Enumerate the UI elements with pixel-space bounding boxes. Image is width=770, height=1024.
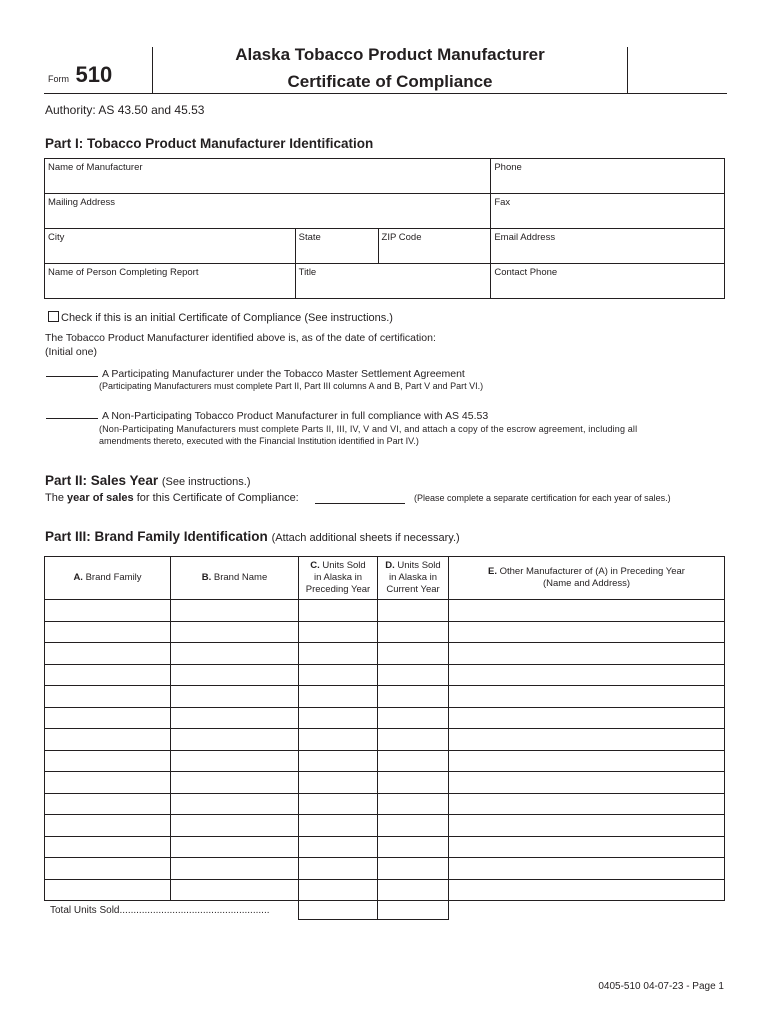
fax-field[interactable]: Fax [491, 194, 725, 229]
col-units-preceding: C. Units Sold in Alaska in Preceding Year [299, 557, 378, 600]
table-row [45, 600, 725, 622]
participating-initial-line[interactable] [46, 366, 98, 377]
table-cell[interactable] [299, 879, 378, 901]
non-participating-option [46, 408, 488, 422]
table-cell[interactable] [171, 836, 299, 858]
table-cell[interactable] [171, 879, 299, 901]
table-row [45, 750, 725, 772]
table-row [45, 643, 725, 665]
header-divider-left [152, 47, 153, 93]
table-cell[interactable] [449, 729, 725, 751]
form-number-label [48, 62, 112, 88]
sales-year-input[interactable] [315, 503, 405, 504]
zip-field[interactable]: ZIP Code [378, 229, 491, 264]
part2-heading: Part II: Sales Year (See instructions.) [45, 473, 251, 488]
table-cell[interactable] [45, 858, 171, 880]
table-cell[interactable] [378, 600, 449, 622]
form-label: Form [48, 74, 69, 84]
table-cell[interactable] [299, 707, 378, 729]
table-row [45, 707, 725, 729]
table-cell[interactable] [299, 729, 378, 751]
table-cell[interactable] [299, 750, 378, 772]
non-participating-label: A Non-Participating Tobacco Product Manufacturer in full compliance with AS 45.53 [102, 410, 489, 422]
total-units-label: Total Units Sold...................................................... [50, 905, 270, 916]
table-cell[interactable] [299, 772, 378, 794]
table-row [45, 772, 725, 794]
email-field[interactable]: Email Address [491, 229, 725, 264]
table-cell[interactable] [378, 729, 449, 751]
col-brand-family: A. Brand Family [45, 557, 171, 600]
col-units-current: D. Units Sold in Alaska in Current Year [378, 557, 449, 600]
sales-year-line: The year of sales for this Certificate of Compliance: [45, 492, 299, 504]
table-cell[interactable] [299, 621, 378, 643]
table-cell[interactable] [45, 643, 171, 665]
table-cell[interactable] [378, 750, 449, 772]
table-cell[interactable] [299, 600, 378, 622]
table-cell[interactable] [378, 643, 449, 665]
table-cell[interactable] [449, 858, 725, 880]
mailing-address-field[interactable]: Mailing Address [45, 194, 491, 229]
non-participating-initial-line[interactable] [46, 408, 98, 419]
table-row [45, 621, 725, 643]
total-units-preceding-cell[interactable] [298, 899, 378, 920]
header-rule [44, 93, 727, 94]
table-cell[interactable] [45, 772, 171, 794]
certification-statement: The Tobacco Product Manufacturer identified above is, as of the date of certification: [45, 332, 436, 344]
non-participating-note-1: (Non-Participating Manufacturers must complete Parts II, III, IV, V and VI, and attach a copy of the escrow agreement, including all [99, 424, 638, 434]
table-cell[interactable] [378, 858, 449, 880]
table-row [45, 686, 725, 708]
table-cell[interactable] [45, 707, 171, 729]
table-cell[interactable] [171, 643, 299, 665]
city-field[interactable]: City [45, 229, 296, 264]
table-cell[interactable] [449, 836, 725, 858]
page-subtitle: Certificate of Compliance [287, 72, 493, 91]
table-cell[interactable] [378, 664, 449, 686]
participating-label: A Participating Manufacturer under the Tobacco Master Settlement Agreement [102, 368, 465, 380]
table-cell[interactable] [449, 815, 725, 837]
table-cell[interactable] [45, 621, 171, 643]
table-cell[interactable] [299, 815, 378, 837]
table-row [45, 858, 725, 880]
table-cell[interactable] [171, 707, 299, 729]
person-name-field[interactable]: Name of Person Completing Report [45, 264, 296, 299]
table-cell[interactable] [378, 879, 449, 901]
table-cell[interactable] [449, 621, 725, 643]
table-cell[interactable] [449, 750, 725, 772]
initial-certificate-row [48, 311, 393, 324]
part3-heading: Part III: Brand Family Identification (Attach additional sheets if necessary.) [45, 529, 460, 544]
table-row [45, 879, 725, 901]
table-cell[interactable] [449, 879, 725, 901]
table-cell[interactable] [45, 879, 171, 901]
page-footer: 0405-510 04-07-23 - Page 1 [598, 981, 724, 992]
participating-option [46, 366, 465, 380]
table-cell[interactable] [45, 686, 171, 708]
table-cell[interactable] [171, 750, 299, 772]
state-field[interactable]: State [295, 229, 378, 264]
table-cell[interactable] [378, 793, 449, 815]
table-cell[interactable] [299, 836, 378, 858]
page-title: Alaska Tobacco Product Manufacturer [235, 45, 545, 64]
table-cell[interactable] [45, 793, 171, 815]
table-cell[interactable] [171, 686, 299, 708]
table-cell[interactable] [171, 664, 299, 686]
table-cell[interactable] [171, 793, 299, 815]
header-divider-right [627, 47, 628, 93]
total-units-current-cell[interactable] [377, 899, 449, 920]
table-cell[interactable] [45, 836, 171, 858]
table-cell[interactable] [45, 815, 171, 837]
table-cell[interactable] [171, 600, 299, 622]
table-cell[interactable] [45, 600, 171, 622]
table-cell[interactable] [45, 664, 171, 686]
table-cell[interactable] [449, 600, 725, 622]
title-field[interactable]: Title [295, 264, 491, 299]
table-cell[interactable] [449, 707, 725, 729]
table-cell[interactable] [378, 686, 449, 708]
table-cell[interactable] [378, 621, 449, 643]
table-cell[interactable] [171, 729, 299, 751]
table-cell[interactable] [171, 621, 299, 643]
col-other-manufacturer: E. Other Manufacturer of (A) in Preceding Year (Name and Address) [449, 557, 725, 600]
col-brand-name: B. Brand Name [171, 557, 299, 600]
table-cell[interactable] [45, 729, 171, 751]
table-cell[interactable] [449, 664, 725, 686]
table-cell[interactable] [299, 664, 378, 686]
table-cell[interactable] [171, 772, 299, 794]
table-cell[interactable] [378, 815, 449, 837]
form-number: 510 [75, 62, 113, 87]
table-row [45, 793, 725, 815]
table-row [45, 815, 725, 837]
initial-certificate-checkbox[interactable] [48, 311, 59, 322]
table-cell[interactable] [299, 643, 378, 665]
table-cell[interactable] [449, 643, 725, 665]
initial-one-note: (Initial one) [45, 346, 97, 358]
table-cell[interactable] [299, 793, 378, 815]
table-cell[interactable] [378, 772, 449, 794]
table-cell[interactable] [449, 793, 725, 815]
non-participating-note-2: amendments thereto, executed with the Financial Institution identified in Part IV.) [99, 436, 419, 446]
initial-certificate-label: Check if this is an initial Certificate of Compliance (See instructions.) [61, 312, 393, 324]
table-cell[interactable] [299, 858, 378, 880]
sales-year-note: (Please complete a separate certification for each year of sales.) [414, 493, 671, 503]
table-row [45, 664, 725, 686]
table-cell[interactable] [449, 686, 725, 708]
contact-phone-field[interactable]: Contact Phone [491, 264, 725, 299]
table-cell[interactable] [171, 858, 299, 880]
participating-note: (Participating Manufacturers must complete Part II, Part III columns A and B, Part V and Part VI.) [99, 381, 484, 391]
phone-field[interactable]: Phone [491, 159, 725, 194]
table-cell[interactable] [378, 836, 449, 858]
table-cell[interactable] [299, 686, 378, 708]
part1-heading: Part I: Tobacco Product Manufacturer Identification [45, 136, 374, 151]
table-row [45, 836, 725, 858]
table-cell[interactable] [171, 815, 299, 837]
authority-line: Authority: AS 43.50 and 45.53 [45, 103, 205, 117]
manufacturer-id-table [44, 158, 725, 299]
table-cell[interactable] [449, 772, 725, 794]
manufacturer-name-field[interactable]: Name of Manufacturer [45, 159, 491, 194]
table-cell[interactable] [378, 707, 449, 729]
brand-family-table [44, 556, 725, 901]
table-row [45, 729, 725, 751]
table-cell[interactable] [45, 750, 171, 772]
